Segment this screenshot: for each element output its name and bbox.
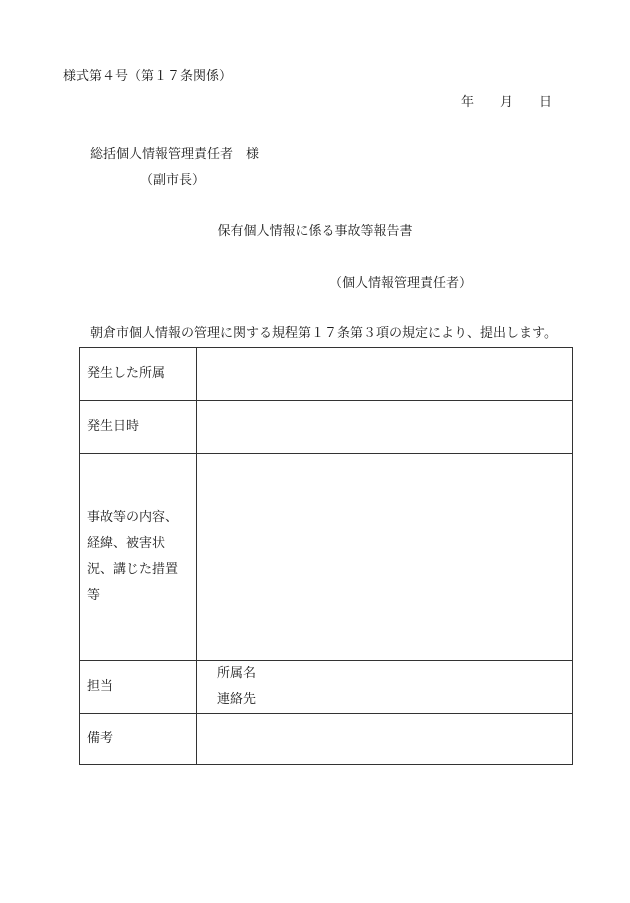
table-row: [80, 714, 573, 765]
row-label-incident-details: 事故等の内容、経緯、被害状況、講じた措置等: [80, 454, 197, 661]
date-month-label: 月: [500, 95, 514, 110]
date-line: [461, 96, 552, 109]
row-value-person-in-charge[interactable]: [197, 661, 573, 714]
row-value-incident-details[interactable]: [197, 454, 573, 661]
reporter-label: （個人情報管理責任者）: [329, 276, 473, 291]
intro-statement: 朝倉市個人情報の管理に関する規程第１７条第３項の規定により、提出します。: [90, 326, 557, 341]
table-row: [80, 348, 573, 401]
row-value-remarks[interactable]: [197, 714, 573, 765]
date-year-label: 年: [461, 95, 475, 110]
row-label-datetime: 発生日時: [80, 401, 197, 454]
table-row: [80, 401, 573, 454]
report-table: [79, 347, 573, 765]
row-value-datetime[interactable]: [197, 401, 573, 454]
contact-info-label: 連絡先: [217, 692, 257, 707]
row-label-person-in-charge: 担当: [80, 661, 197, 714]
addressee: 総括個人情報管理責任者 様: [90, 147, 260, 162]
date-day-label: 日: [539, 95, 553, 110]
contact-department-label: 所属名: [217, 666, 257, 681]
row-value-department[interactable]: [197, 348, 573, 401]
document-title: 保有個人情報に係る事故等報告書: [217, 224, 413, 239]
table-row: [80, 454, 573, 661]
form-number: 様式第４号（第１７条関係）: [63, 69, 233, 84]
addressee-title: （副市長）: [140, 173, 206, 188]
row-label-remarks: 備考: [80, 714, 197, 765]
row-label-department: 発生した所属: [80, 348, 197, 401]
table-row: [80, 661, 573, 714]
